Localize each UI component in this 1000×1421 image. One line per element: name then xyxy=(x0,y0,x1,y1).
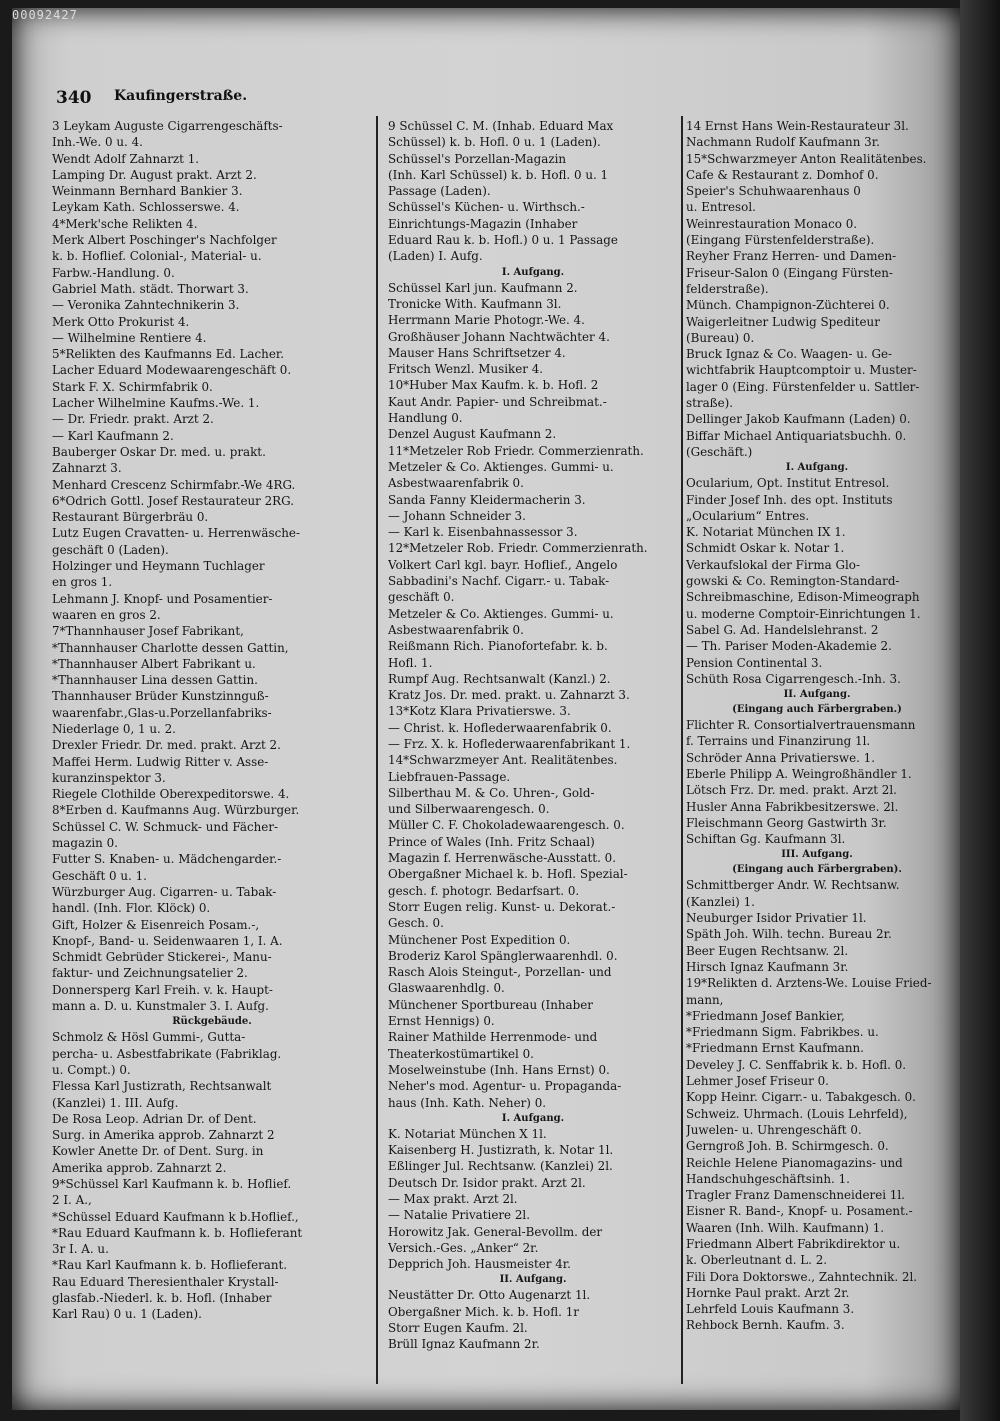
directory-entry: u. Entresol. xyxy=(686,200,756,215)
directory-entry: 3 Leykam Auguste Cigarrengeschäfts- xyxy=(52,119,283,133)
running-head: Kaufingerstraße. xyxy=(114,88,248,104)
directory-entry: Lehrfeld Louis Kaufmann 3. xyxy=(686,1302,855,1317)
directory-entry: Lamping Dr. August prakt. Arzt 2. xyxy=(52,167,257,182)
directory-entry: Stark F. X. Schirmfabrik 0. xyxy=(52,379,213,394)
directory-entry: Rehbock Bernh. Kaufm. 3. xyxy=(686,1318,845,1333)
directory-entry: (Bureau) 0. xyxy=(686,330,755,345)
directory-entry: mann, xyxy=(686,992,724,1007)
directory-entry: Biffar Michael Antiquariatsbuchh. 0. xyxy=(686,428,907,443)
directory-entry: Gesch. 0. xyxy=(388,916,444,931)
directory-entry: Bruck Ignaz & Co. Waagen- u. Ge- xyxy=(686,347,893,362)
directory-entry: straße). xyxy=(686,396,734,411)
directory-entry: *Thannhauser Albert Fabrikant u. xyxy=(52,656,256,671)
directory-entry: Kowler Anette Dr. of Dent. Surg. in xyxy=(52,1144,264,1159)
directory-entry: Sabel G. Ad. Handelslehranst. 2 xyxy=(686,622,879,637)
directory-entry: Hirsch Ignaz Kaufmann 3r. xyxy=(686,959,849,974)
section-heading: (Eingang auch Färbergraben). xyxy=(732,864,902,876)
directory-entry: — Wilhelmine Rentiere 4. xyxy=(52,330,207,345)
directory-entry: Wendt Adolf Zahnarzt 1. xyxy=(52,151,200,166)
directory-entry: 12*Metzeler Rob. Friedr. Commerzienrath. xyxy=(388,541,648,556)
directory-entry: 9*Schüssel Karl Kaufmann k. b. Hoflief. xyxy=(52,1177,292,1191)
directory-entry: (Kanzlei) 1. III. Aufg. xyxy=(52,1095,179,1110)
directory-entry: K. Notariat München IX 1. xyxy=(686,525,846,540)
directory-entry: mann a. D. u. Kunstmaler 3. I. Aufg. xyxy=(52,999,269,1014)
directory-entry: — Johann Schneider 3. xyxy=(388,508,526,523)
directory-entry: Herrmann Marie Photogr.-We. 4. xyxy=(388,313,585,328)
directory-entry: Eduard Rau k. b. Hofl.) 0 u. 1 Passage xyxy=(388,233,618,248)
directory-entry: Knopf-, Band- u. Seidenwaaren 1, I. A. xyxy=(52,933,283,948)
directory-entry: Restaurant Bürgerbräu 0. xyxy=(52,510,209,525)
section-heading: II. Aufgang. xyxy=(499,1274,567,1286)
directory-entry: Schüssel's Porzellan-Magazin xyxy=(388,151,567,166)
directory-entry: Lötsch Frz. Dr. med. prakt. Arzt 2l. xyxy=(686,783,897,798)
directory-entry: Speier's Schuhwaarenhaus 0 xyxy=(686,184,861,199)
directory-entry: Weinmann Bernhard Bankier 3. xyxy=(52,184,243,199)
directory-entry: u. Compt.) 0. xyxy=(52,1062,131,1077)
directory-entry: — Karl Kaufmann 2. xyxy=(52,428,174,443)
directory-entry: Eisner R. Band-, Knopf- u. Posament.- xyxy=(686,1204,913,1219)
directory-entry: Kaut Andr. Papier- und Schreibmat.- xyxy=(388,394,607,409)
directory-entry: Schüssel's Küchen- u. Wirthsch.- xyxy=(388,200,585,215)
directory-entry: Gabriel Math. städt. Thorwart 3. xyxy=(52,281,249,296)
directory-entry: — Max prakt. Arzt 2l. xyxy=(388,1192,518,1206)
directory-entry: Merk Otto Prokurist 4. xyxy=(52,314,190,329)
directory-entry: Müller C. F. Chokoladewaarengesch. 0. xyxy=(388,818,625,833)
directory-entry: Lehmer Josef Friseur 0. xyxy=(686,1074,829,1089)
directory-entry: Brüll Ignaz Kaufmann 2r. xyxy=(388,1337,540,1352)
directory-entry: (Laden) I. Aufg. xyxy=(388,249,483,264)
directory-entry: *Friedmann Sigm. Fabrikbes. u. xyxy=(686,1025,879,1040)
directory-entry: Schüssel) k. b. Hofl. 0 u. 1 (Laden). xyxy=(388,135,601,150)
directory-entry: Verkaufslokal der Firma Glo- xyxy=(686,557,860,572)
directory-entry: Broderiz Karol Spänglerwaarenhdl. 0. xyxy=(388,948,618,963)
directory-entry: Obergaßner Mich. k. b. Hofl. 1r xyxy=(388,1304,579,1319)
column-rule xyxy=(376,116,378,1384)
directory-entry: 10*Huber Max Kaufm. k. b. Hofl. 2 xyxy=(388,378,599,393)
column-rule xyxy=(681,116,683,1384)
directory-entry: Holzinger und Heymann Tuchlager xyxy=(52,559,265,574)
directory-entry: Tragler Franz Damenschneiderei 1l. xyxy=(686,1188,905,1203)
page-number: 340 xyxy=(56,88,92,108)
directory-entry: 15*Schwarzmeyer Anton Realitätenbes. xyxy=(686,151,927,166)
directory-entry: — Christ. k. Hoflederwaarenfabrik 0. xyxy=(388,720,612,735)
directory-entry: — Th. Pariser Moden-Akademie 2. xyxy=(686,639,892,654)
directory-entry: Schweiz. Uhrmach. (Louis Lehrfeld), xyxy=(686,1106,908,1121)
section-heading: II. Aufgang. xyxy=(783,689,851,701)
directory-entry: Kaisenberg H. Justizrath, k. Notar 1l. xyxy=(388,1143,614,1158)
directory-entry: Maffei Herm. Ludwig Ritter v. Asse- xyxy=(52,754,269,769)
directory-entry: *Rau Karl Kaufmann k. b. Hoflieferant. xyxy=(52,1258,288,1273)
directory-entry: Neher's mod. Agentur- u. Propaganda- xyxy=(388,1079,622,1094)
directory-entry: Sabbadini's Nachf. Cigarr.- u. Tabak- xyxy=(388,574,610,589)
directory-entry: Silberthau M. & Co. Uhren-, Gold- xyxy=(388,785,595,800)
directory-entry: Asbestwaarenfabrik 0. xyxy=(388,622,524,637)
column-2 xyxy=(388,118,678,1388)
directory-entry: Metzeler & Co. Aktienges. Gummi- u. xyxy=(388,459,614,474)
directory-entry: — Karl k. Eisenbahnassessor 3. xyxy=(388,525,578,540)
directory-entry: Münchener Sportbureau (Inhaber xyxy=(388,997,593,1012)
directory-entry: geschäft 0 (Laden). xyxy=(52,542,169,557)
directory-entry: Rasch Alois Steingut-, Porzellan- und xyxy=(388,965,612,980)
section-heading: (Eingang auch Färbergraben.) xyxy=(732,704,902,716)
directory-entry: Schreibmaschine, Edison-Mimeograph xyxy=(686,590,920,605)
directory-entry: percha- u. Asbestfabrikate (Fabriklag. xyxy=(52,1046,282,1061)
directory-entry: Hornke Paul prakt. Arzt 2r. xyxy=(686,1285,850,1300)
book-gutter xyxy=(960,0,1000,1421)
page-id: 00092427 xyxy=(12,8,78,22)
directory-entry: Dellinger Jakob Kaufmann (Laden) 0. xyxy=(686,412,911,427)
directory-entry: waaren en gros 2. xyxy=(52,607,161,622)
directory-entry: Riegele Clothilde Oberexpeditorswe. 4. xyxy=(52,787,290,802)
directory-entry: Beer Eugen Rechtsanw. 2l. xyxy=(686,943,849,958)
directory-entry: faktur- und Zeichnungsatelier 2. xyxy=(52,966,248,981)
directory-entry: Handschuhgeschäftsinh. 1. xyxy=(686,1171,850,1186)
directory-entry: *Thannhauser Charlotte dessen Gattin, xyxy=(52,640,289,655)
directory-entry: Obergaßner Michael k. b. Hofl. Spezial- xyxy=(388,867,628,882)
directory-entry: Neuburger Isidor Privatier 1l. xyxy=(686,911,867,926)
directory-entry: kuranzinspektor 3. xyxy=(52,770,166,785)
directory-entry: (Kanzlei) 1. xyxy=(686,894,755,909)
directory-entry: Lacher Eduard Modewaarengeschäft 0. xyxy=(52,363,292,378)
directory-entry: Futter S. Knaben- u. Mädchengarder.- xyxy=(52,852,282,867)
directory-entry: Moselweinstube (Inh. Hans Ernst) 0. xyxy=(388,1062,610,1077)
directory-entry: felderstraße). xyxy=(686,281,769,296)
directory-entry: (Inh. Karl Schüssel) k. b. Hofl. 0 u. 1 xyxy=(388,167,609,182)
directory-entry: Karl Rau) 0 u. 1 (Laden). xyxy=(52,1307,202,1322)
directory-entry: Drexler Friedr. Dr. med. prakt. Arzt 2. xyxy=(52,738,281,753)
directory-page xyxy=(12,8,960,1410)
directory-entry: Rumpf Aug. Rechtsanwalt (Kanzl.) 2. xyxy=(388,671,611,686)
directory-entry: 19*Relikten d. Arztens-We. Louise Fried- xyxy=(686,976,932,991)
directory-entry: — Dr. Friedr. prakt. Arzt 2. xyxy=(52,412,214,427)
directory-entry: Liebfrauen-Passage. xyxy=(388,769,511,784)
directory-entry: 13*Kotz Klara Privatierswe. 3. xyxy=(388,704,571,719)
directory-entry: Lacher Wilhelmine Kaufms.-We. 1. xyxy=(52,396,260,411)
directory-entry: Neustätter Dr. Otto Augenarzt 1l. xyxy=(388,1288,591,1303)
directory-entry: (Eingang Fürstenfelderstraße). xyxy=(686,233,875,248)
directory-entry: Schmolz & Hösl Gummi-, Gutta- xyxy=(52,1030,246,1045)
directory-entry: Eberle Philipp A. Weingroßhändler 1. xyxy=(686,766,912,781)
directory-entry: 14 Ernst Hans Wein-Restaurateur 3l. xyxy=(686,119,909,133)
directory-entry: Deutsch Dr. Isidor prakt. Arzt 2l. xyxy=(388,1175,586,1190)
directory-entry: Friedmann Albert Fabrikdirektor u. xyxy=(686,1237,901,1251)
directory-entry: Develey J. C. Senffabrik k. b. Hofl. 0. xyxy=(686,1057,907,1072)
directory-entry: k. Oberleutnant d. L. 2. xyxy=(686,1253,828,1268)
directory-entry: Münchener Post Expedition 0. xyxy=(388,932,571,947)
directory-entry: 14*Schwarzmeyer Ant. Realitätenbes. xyxy=(388,753,618,768)
directory-entry: — Veronika Zahntechnikerin 3. xyxy=(52,298,240,313)
directory-entry: Schmidt Gebrüder Stickerei-, Manu- xyxy=(52,950,272,965)
directory-entry: *Thannhauser Lina dessen Gattin. xyxy=(52,673,258,688)
directory-entry: Volkert Carl kgl. bayr. Hoflief., Angelo xyxy=(388,557,618,572)
directory-entry: Passage (Laden). xyxy=(388,184,491,199)
directory-entry: Hofl. 1. xyxy=(388,655,433,670)
directory-entry: Fritsch Wenzl. Musiker 4. xyxy=(388,362,544,377)
directory-entry: Reißmann Rich. Pianofortefabr. k. b. xyxy=(388,639,608,654)
directory-entry: Donnersperg Karl Freih. v. k. Haupt- xyxy=(52,982,273,997)
directory-entry: Horowitz Jak. General-Bevollm. der xyxy=(388,1224,603,1239)
directory-entry: Merk Albert Poschinger's Nachfolger xyxy=(52,233,277,248)
directory-entry: Sanda Fanny Kleidermacherin 3. xyxy=(388,492,586,507)
directory-entry: Einrichtungs-Magazin (Inhaber xyxy=(388,216,578,231)
directory-entry: lager 0 (Eing. Fürstenfelder u. Sattler- xyxy=(686,379,920,394)
directory-entry: Ernst Hennigs) 0. xyxy=(388,1014,495,1029)
directory-entry: Pension Continental 3. xyxy=(686,655,823,670)
directory-entry: *Schüssel Eduard Kaufmann k b.Hoflief., xyxy=(52,1209,299,1224)
directory-entry: 2 I. A., xyxy=(52,1193,92,1208)
directory-entry: f. Terrains und Finanzirung 1l. xyxy=(686,734,871,749)
directory-entry: Weinrestauration Monaco 0. xyxy=(686,216,858,231)
directory-entry: Ocularium, Opt. Institut Entresol. xyxy=(686,476,890,491)
directory-entry: Leykam Kath. Schlosserswe. 4. xyxy=(52,200,240,215)
directory-entry: 6*Odrich Gottl. Josef Restaurateur 2RG. xyxy=(52,493,294,508)
directory-entry: glasfab.-Niederl. k. b. Hofl. (Inhaber xyxy=(52,1291,272,1306)
directory-entry: Inh.-We. 0 u. 4. xyxy=(52,135,143,150)
directory-entry: 9 Schüssel C. M. (Inhab. Eduard Max xyxy=(388,119,614,133)
directory-entry: Kopp Heinr. Cigarr.- u. Tabakgesch. 0. xyxy=(686,1090,916,1105)
directory-entry: Reichle Helene Pianomagazins- und xyxy=(686,1155,903,1170)
directory-entry: Storr Eugen Kaufm. 2l. xyxy=(388,1321,528,1336)
directory-entry: 7*Thannhauser Josef Fabrikant, xyxy=(52,624,244,639)
section-heading: I. Aufgang. xyxy=(501,266,565,278)
directory-entry: Würzburger Aug. Cigarren- u. Tabak- xyxy=(52,884,277,899)
directory-entry: Fili Dora Doktorswe., Zahntechnik. 2l. xyxy=(686,1269,918,1284)
directory-entry: Lutz Eugen Cravatten- u. Herrenwäsche- xyxy=(52,526,300,541)
directory-entry: K. Notariat München X 1l. xyxy=(388,1126,547,1141)
directory-entry: Fleischmann Georg Gastwirth 3r. xyxy=(686,815,887,830)
directory-entry: Eßlinger Jul. Rechtsanw. (Kanzlei) 2l. xyxy=(388,1159,613,1174)
directory-entry: — Natalie Privatiere 2l. xyxy=(388,1208,531,1223)
column-3 xyxy=(686,118,948,1388)
directory-entry: Versich.-Ges. „Anker“ 2r. xyxy=(388,1240,539,1255)
directory-entry: Flichter R. Consortialvertrauensmann xyxy=(686,718,916,733)
directory-entry: Rainer Mathilde Herrenmode- und xyxy=(388,1030,598,1045)
directory-entry: De Rosa Leop. Adrian Dr. of Dent. xyxy=(52,1111,257,1126)
directory-entry: haus (Inh. Kath. Neher) 0. xyxy=(388,1095,547,1110)
directory-entry: — Frz. X. k. Hoflederwaarenfabrikant 1. xyxy=(388,736,631,751)
directory-entry: Cafe & Restaurant z. Domhof 0. xyxy=(686,167,879,182)
directory-entry: Friseur-Salon 0 (Eingang Fürsten- xyxy=(686,265,893,280)
column-1 xyxy=(52,118,372,1388)
section-heading: I. Aufgang. xyxy=(501,1112,565,1124)
directory-entry: 8*Erben d. Kaufmanns Aug. Würzburger. xyxy=(52,803,300,818)
directory-entry: Surg. in Amerika approb. Zahnarzt 2 xyxy=(52,1128,275,1143)
section-heading: Rückgebäude. xyxy=(172,1016,252,1028)
directory-entry: Schiftan Gg. Kaufmann 3l. xyxy=(686,832,846,847)
directory-entry: Großhäuser Johann Nachtwächter 4. xyxy=(388,329,610,344)
directory-entry: Husler Anna Fabrikbesitzerswe. 2l. xyxy=(686,799,899,814)
directory-entry: Kratz Jos. Dr. med. prakt. u. Zahnarzt 3. xyxy=(388,688,630,703)
directory-entry: Mauser Hans Schriftsetzer 4. xyxy=(388,345,566,360)
directory-entry: Lehmann J. Knopf- und Posamentier- xyxy=(52,591,273,606)
directory-entry: Juwelen- u. Uhrengeschäft 0. xyxy=(686,1122,862,1137)
directory-entry: Schmittberger Andr. W. Rechtsanw. xyxy=(686,878,900,893)
directory-entry: Schüth Rosa Cigarrengesch.-Inh. 3. xyxy=(686,671,901,686)
directory-entry: Thannhauser Brüder Kunstzinnguß- xyxy=(52,689,269,704)
directory-entry: Geschäft 0 u. 1. xyxy=(52,868,147,883)
directory-entry: 3r I. A. u. xyxy=(52,1242,109,1257)
directory-entry: 5*Relikten des Kaufmanns Ed. Lacher. xyxy=(52,347,285,362)
directory-entry: Tronicke With. Kaufmann 3l. xyxy=(388,296,562,311)
directory-entry: Glaswaarenhdlg. 0. xyxy=(388,981,505,996)
directory-entry: und Silberwaarengesch. 0. xyxy=(388,802,550,817)
directory-entry: Rau Eduard Theresienthaler Krystall- xyxy=(52,1274,279,1289)
directory-entry: Flessa Karl Justizrath, Rechtsanwalt xyxy=(52,1079,272,1094)
directory-entry: Menhard Crescenz Schirmfabr.-We 4RG. xyxy=(52,477,296,492)
directory-entry: Denzel August Kaufmann 2. xyxy=(388,427,557,442)
directory-entry: geschäft 0. xyxy=(388,590,455,605)
directory-entry: Schüssel C. W. Schmuck- und Fächer- xyxy=(52,819,279,834)
directory-entry: Metzeler & Co. Aktienges. Gummi- u. xyxy=(388,606,614,621)
directory-entry: *Rau Eduard Kaufmann k. b. Hoflieferant xyxy=(52,1225,303,1240)
directory-entry: Waigerleitner Ludwig Spediteur xyxy=(686,314,880,329)
directory-entry: Finder Josef Inh. des opt. Instituts xyxy=(686,492,893,507)
directory-entry: *Friedmann Josef Bankier, xyxy=(686,1008,845,1023)
directory-entry: 4*Merk'sche Relikten 4. xyxy=(52,216,198,231)
directory-entry: k. b. Hoflief. Colonial-, Material- u. xyxy=(52,249,262,264)
directory-entry: Späth Joh. Wilh. techn. Bureau 2r. xyxy=(686,927,892,942)
directory-entry: *Friedmann Ernst Kaufmann. xyxy=(686,1041,864,1056)
section-heading: I. Aufgang. xyxy=(785,462,849,474)
directory-entry: wichtfabrik Hauptcomptoir u. Muster- xyxy=(686,363,917,378)
directory-entry: (Geschäft.) xyxy=(686,444,753,459)
directory-entry: gowski & Co. Remington-Standard- xyxy=(686,574,900,589)
directory-entry: Prince of Wales (Inh. Fritz Schaal) xyxy=(388,834,595,849)
directory-entry: handl. (Inh. Flor. Klöck) 0. xyxy=(52,901,211,916)
directory-entry: Farbw.-Handlung. 0. xyxy=(52,265,175,280)
directory-entry: Schröder Anna Privatierswe. 1. xyxy=(686,750,876,765)
directory-entry: Schmidt Oskar k. Notar 1. xyxy=(686,541,845,556)
directory-entry: Gift, Holzer & Eisenreich Posam.-, xyxy=(52,917,260,932)
directory-entry: u. moderne Comptoir-Einrichtungen 1. xyxy=(686,606,921,621)
directory-entry: Schüssel Karl jun. Kaufmann 2. xyxy=(388,280,578,295)
directory-entry: Magazin f. Herrenwäsche-Ausstatt. 0. xyxy=(388,851,616,866)
directory-entry: Waaren (Inh. Wilh. Kaufmann) 1. xyxy=(686,1220,885,1235)
directory-entry: Bauberger Oskar Dr. med. u. prakt. xyxy=(52,444,266,459)
directory-entry: Münch. Champignon-Züchterei 0. xyxy=(686,298,890,313)
directory-entry: 11*Metzeler Rob Friedr. Commerzienrath. xyxy=(388,443,644,458)
directory-entry: Handlung 0. xyxy=(388,411,463,426)
directory-entry: Zahnarzt 3. xyxy=(52,461,122,476)
directory-entry: en gros 1. xyxy=(52,575,113,590)
directory-entry: Asbestwaarenfabrik 0. xyxy=(388,476,524,491)
directory-entry: Theaterkostümartikel 0. xyxy=(388,1046,534,1061)
directory-entry: Storr Eugen relig. Kunst- u. Dekorat.- xyxy=(388,899,616,914)
directory-entry: magazin 0. xyxy=(52,836,118,851)
section-heading: III. Aufgang. xyxy=(781,849,853,861)
directory-entry: Nachmann Rudolf Kaufmann 3r. xyxy=(686,135,880,150)
directory-entry: Amerika approb. Zahnarzt 2. xyxy=(52,1160,227,1175)
directory-entry: Gerngroß Joh. B. Schirmgesch. 0. xyxy=(686,1139,889,1154)
directory-entry: Depprich Joh. Hausmeister 4r. xyxy=(388,1257,571,1272)
directory-entry: gesch. f. photogr. Bedarfsart. 0. xyxy=(388,883,580,898)
directory-entry: Niederlage 0, 1 u. 2. xyxy=(52,721,176,736)
directory-entry: Reyher Franz Herren- und Damen- xyxy=(686,249,897,264)
directory-entry: waarenfabr.,Glas-u.Porzellanfabriks- xyxy=(52,705,272,720)
directory-entry: „Ocularium“ Entres. xyxy=(686,508,810,523)
